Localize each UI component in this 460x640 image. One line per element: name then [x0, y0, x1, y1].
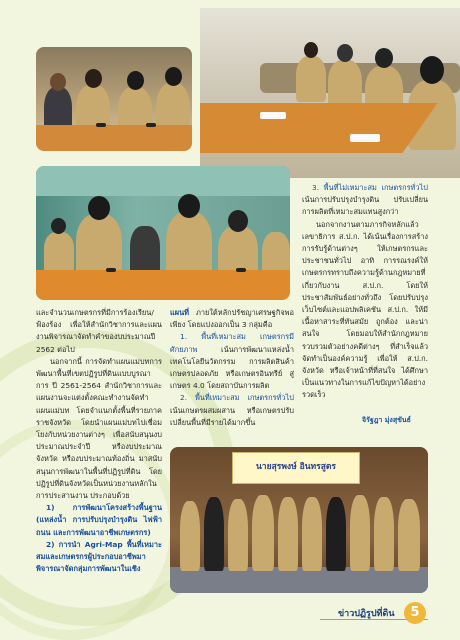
col2-intro: ภายใต้หลักปรัชญาเศรษฐกิจพอเพียง โดยแบ่งออกเป็น 3 กลุ่มคือ	[170, 308, 294, 330]
author-signature: จิรัฐฎา มุ่งสุขันธ์	[362, 416, 411, 424]
item-3-text: เน้นการปรับปรุงบำรุงดิน ปรับเปลี่ยนการผลิตที่เหมาะสมแทนสูงกว่า	[302, 195, 428, 217]
photo-meeting-1	[36, 47, 192, 151]
photo-meeting-2	[200, 8, 460, 178]
item-3-heading: 3. พื้นที่ไม่เหมาะสม เกษตรกรทั่วไป	[312, 183, 428, 192]
text-column-2	[170, 307, 294, 429]
text-column-3	[302, 182, 428, 402]
footer-magazine-name: ข่าวปฏิรูปที่ดิน	[338, 609, 395, 619]
col1-paragraph-2: นอกจากนี้ การจัดทำแผนแม่บทการพัฒนาพื้นที่เขตปฏิรูปที่ดินแบบบูรณาการ ปี 2561-2564 สำนักวิชาการและแผนงานจะแต่งตั้งคณะทำงานจัดทำแผนแม่บท โดยจำแนกตั้งพื้นที่รายภาคราชจังหวัด โดยนำแผนแม่บทไปเชื่อมโยงกับหน่วยงานต่างๆ เพื่อสนับสนุนงบประมาณประจำปี หรืองบประมาณจังหวัด หรืองบประมาณท้องถิ่น มาสนับสนุนการพัฒนาในพื้นที่ปฏิรูปที่ดิน โดยปฏิรูปที่ดินจังหวัดเป็นหน่วยงานหลักในการประสานงาน ประกอบด้วย	[36, 356, 162, 501]
col3-paragraph: นอกจากงานตามภารกิจหลักแล้ว เลขาธิการ ส.ป.ก. ได้เน้นเรื่องการสร้างการรับรู้ด้านต่างๆ ให้เกษตรกรและประชาชนทั่วไป อาทิ การรณรงค์ให้เกษตรกรทราบถึงความรู้ด้านกฎหมายที่เกี่ยวกับงาน ส.ป.ก. โดยให้ประชาสัมพันธ์อย่างทั่วถึง โดยปรับปรุงเว็บไซต์และแอปพลิเคชัน ส.ป.ก. ให้มีเนื้อหาสาระที่ทันสมัย ถูกต้อง และน่าสนใจ โดยมอบให้สำนักกฎหมายรวบรวมตัวอย่างคดีต่างๆ ที่สำเร็จแล้ว จัดทำเป็นองค์ความรู้ เพื่อให้ ส.ป.ก. จังหวัด หรือเจ้าหน้าที่ที่สนใจ ได้ศึกษาเป็นแนวทางในการแก้ไขปัญหาได้อย่างรวดเร็ว	[302, 219, 428, 400]
banner-text: นายสุรพงษ์ อินทรสูตร	[256, 462, 336, 472]
item-1-text: เน้นการพัฒนาแหล่งน้ำ เทคโนโลยีนวัตกรรม การผลิตสินค้าเกษตรปลอดภัย หรือเกษตรอินทรีย์ สู่เกษตร 4.0 โดยสถาบันการผลิต	[170, 344, 294, 391]
banner	[232, 452, 360, 484]
lead-word: แผนที่	[170, 308, 190, 317]
text-column-1	[36, 307, 162, 575]
page-number-badge: 5	[404, 602, 426, 624]
photo-meeting-3	[36, 166, 290, 300]
col1-item-2: 2) การนำ Agri-Map พื้นที่เหมาะสมและเกษตรกรผู้ประกอบอาชีพมาพิจารณาจัดกลุ่มการพัฒนาในเชิง	[36, 539, 162, 574]
col1-item-1: 1) การพัฒนาโครงสร้างพื้นฐาน (แหล่งน้ำ การปรับปรุงบำรุงดิน ไฟฟ้า ถนน และการพัฒนาอาชีพเกษตรกร)	[36, 503, 162, 537]
item-2-heading: 2. พื้นที่เหมาะสม เกษตรกรทั่วไป	[180, 393, 294, 403]
item-1-heading: 1. พื้นที่เหมาะสม เกษตรกรมีศักยภาพ	[170, 332, 294, 354]
item-2-text: เน้นเกษตรผสมผสาน หรือเกษตรปรับเปลี่ยนพื้นที่มีรายได้มากขึ้น	[170, 405, 294, 427]
col1-paragraph-1: และจำนวนเกษตรกรที่มีการร้องเรียน/ฟ้องร้อง เพื่อให้สำนักวิชาการและแผนงานพิจารณาจัดทำคำของบประมาณปี 2562 ต่อไป	[36, 308, 162, 354]
